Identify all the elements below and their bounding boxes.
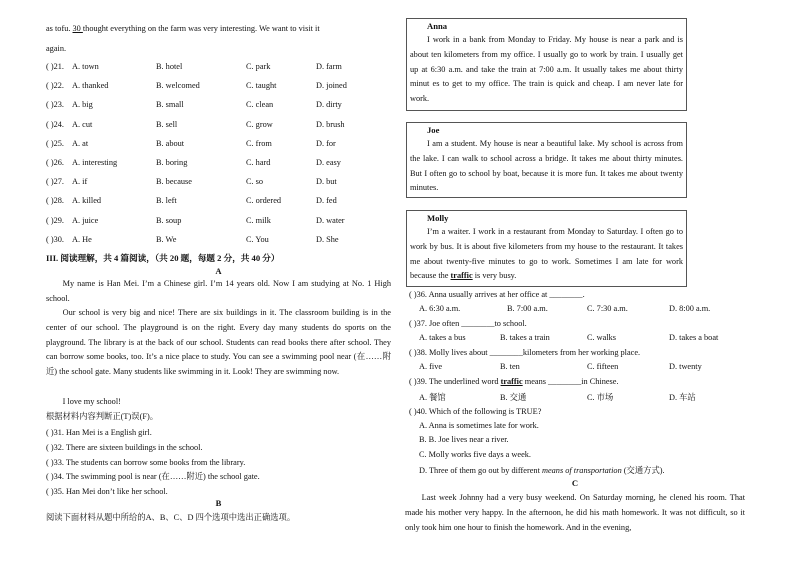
cloze-option-d: D. but xyxy=(316,177,337,187)
cloze-option-a: A. town xyxy=(72,62,99,71)
cloze-option-c: C. taught xyxy=(246,81,277,91)
passage-a-p3: I love my school! xyxy=(62,397,121,406)
profile-box-anna xyxy=(406,18,687,111)
cloze-option-a: A. interesting xyxy=(72,158,118,167)
cloze-question-number: ( )28. xyxy=(46,196,64,206)
profile-name: Anna xyxy=(427,21,448,31)
cloze-question-number: ( )29. xyxy=(46,215,64,225)
cloze-option-b: B. boring xyxy=(156,158,188,167)
tf-question-35: ( )35. Han Mei don’t like her school. xyxy=(46,487,168,496)
cloze-question-number: ( )21. xyxy=(46,62,64,71)
cloze-option-b: B. left xyxy=(156,196,177,206)
passage-a-p2: Our school is very big and nice! There are six buildings in it. The classroom building is in the center of our school. The playground is on the right. Every day many students do sports on the playground. The library is at the back of our school. Students can read books there after school. They can borrow some books, too. It’s a nice place to study. You can see a swimming pool near (在……附近) the school gate. Many students like swimming in it. Look! They are swimming now. xyxy=(46,308,391,377)
cloze-option-a: A. juice xyxy=(72,215,99,225)
passage-c-p1: Last week Johnny had a very busy weekend. On Saturday morning, he clened his room. That made his mother very happy. In the afternoon, he did his math homework. It was not difficult, so it only took him one hour to finish the homework. And in the evening, xyxy=(405,493,745,532)
passage-b-instruction: 阅读下面材料从题中所给的A、B、C、D 四个选项中选出正确选项。 xyxy=(46,513,296,522)
underlined-word-traffic: traffic xyxy=(450,271,473,281)
q40-option-c: C. Molly works five days a week. xyxy=(419,450,531,459)
cloze-blank-30: 30 xyxy=(72,24,83,33)
section-3-title: III. 阅读理解，共 4 篇阅读，（共 20 题，每题 2 分，共 40 分） xyxy=(46,253,280,263)
cloze-option-d: D. for xyxy=(316,138,336,148)
underlined-word-traffic: traffic xyxy=(500,377,523,386)
option-text: D. Three of them go out by different xyxy=(419,466,542,475)
mc-question-36: ( )36. Anna usually arrives at her office at ________. xyxy=(409,290,585,299)
cloze-tail-line1 xyxy=(46,23,320,34)
q39-option-a: A. 餐馆 xyxy=(419,393,446,402)
cloze-option-b: B. about xyxy=(156,138,185,148)
q40-option-a: A. Anna is sometimes late for work. xyxy=(419,421,539,430)
cloze-option-a: A. at xyxy=(72,138,89,148)
q36-option-d: D. 8:00 a.m. xyxy=(669,304,711,313)
cloze-tail-line2: again. xyxy=(46,44,67,53)
profile-box-joe xyxy=(406,122,687,198)
cloze-option-d: D. brush xyxy=(316,119,345,129)
passage-a-p1: My name is Han Mei. I’m a Chinese girl. I’m 14 years old. Now I am studying at No. 1 High school. xyxy=(46,279,391,303)
profile-text-part: I’m a waiter. I work in a restaurant from Monday to Saturday. I often go to work by bus. It is about five kilometers from my house to the restaurant. It takes me about twenty-five minutes to go to work. Sometimes I am late for work because the xyxy=(410,227,683,281)
cloze-option-c: C. park xyxy=(246,62,271,71)
cloze-option-c: C. so xyxy=(246,177,264,187)
passage-a-instruction: 根据材料内容判断正(T)误(F)。 xyxy=(46,412,159,421)
cloze-option-d: D. dirty xyxy=(316,100,342,110)
q38-option-c: C. fifteen xyxy=(587,362,619,371)
q36-option-c: C. 7:30 a.m. xyxy=(587,304,628,313)
tf-question-31: ( )31. Han Mei is a English girl. xyxy=(46,428,152,437)
tf-question-32: ( )32. There are sixteen buildings in the school. xyxy=(46,443,203,452)
cloze-question-number: ( )27. xyxy=(46,177,64,187)
cloze-option-a: A. cut xyxy=(72,119,93,129)
cloze-option-a: A. killed xyxy=(72,196,102,206)
profile-text: I work in a bank from Monday to Friday. My house is near a park and is about ten kilometers from my office. I usually go to work by train. I usually get up at 6:30 a.m. and take the train at 7:00 a.m. It usually takes me about thirty minut es to get to my office. The train is quick and cheap. I am never late for work. xyxy=(410,35,683,104)
cloze-text: as tofu. xyxy=(46,24,73,33)
q40-option-b: B. B. Joe lives near a river. xyxy=(419,435,509,444)
cloze-question-number: ( )25. xyxy=(46,138,64,148)
cloze-option-c: C. milk xyxy=(246,215,271,225)
cloze-text: thought everything on the farm was very interesting. We want to visit it xyxy=(82,24,320,33)
cloze-question-number: ( )24. xyxy=(46,119,64,129)
cloze-option-d: D. water xyxy=(316,215,345,225)
profile-name: Joe xyxy=(427,125,440,135)
cloze-option-d: D. easy xyxy=(316,158,341,167)
profile-text xyxy=(410,225,683,284)
q37-option-c: C. walks xyxy=(587,333,617,342)
cloze-option-c: C. grow xyxy=(246,119,273,129)
cloze-option-b: B. small xyxy=(156,100,184,110)
passage-c-label: C xyxy=(571,478,579,488)
cloze-option-b: B. welcomed xyxy=(156,81,200,91)
profile-text: I am a student. My house is near a beautiful lake. My school is across from the lake. I can walk to school across a bridge. It takes me about thirty minutes. But I often go to school by boat, because it is more fun. It takes me about twenty minutes. xyxy=(410,139,683,193)
cloze-option-c: C. from xyxy=(246,138,272,148)
cloze-option-d: D. farm xyxy=(316,62,342,71)
question-text: ( )39. The underlined word xyxy=(409,377,501,386)
q39-option-c: C. 市场 xyxy=(587,393,614,402)
cloze-option-c: C. clean xyxy=(246,100,274,110)
option-text: (交通方式). xyxy=(621,466,665,475)
cloze-option-b: B. We xyxy=(156,234,177,244)
cloze-option-d: D. She xyxy=(316,234,339,244)
mc-question-40: ( )40. Which of the following is TRUE? xyxy=(409,407,542,416)
passage-b-label: B xyxy=(215,498,222,508)
mc-question-39 xyxy=(409,376,619,387)
cloze-option-d: D. fed xyxy=(316,196,337,206)
cloze-option-d: D. joined xyxy=(316,81,347,91)
cloze-option-a: A. He xyxy=(72,234,92,244)
q37-option-d: D. takes a boat xyxy=(669,333,719,342)
cloze-option-b: B. hotel xyxy=(156,62,183,71)
q40-option-d xyxy=(419,464,665,476)
cloze-option-b: B. because xyxy=(156,177,192,187)
q38-option-a: A. five xyxy=(419,362,443,371)
q37-option-b: B. takes a train xyxy=(500,333,550,342)
mc-question-37: ( )37. Joe often ________to school. xyxy=(409,319,527,328)
cloze-option-a: A. big xyxy=(72,100,93,110)
cloze-option-a: A. if xyxy=(72,177,88,187)
q38-option-d: D. twenty xyxy=(669,362,702,371)
q38-option-b: B. ten xyxy=(500,362,520,371)
mc-question-38: ( )38. Molly lives about ________kilometers from her working place. xyxy=(409,348,641,357)
cloze-question-number: ( )26. xyxy=(46,158,64,167)
profile-text-part: is very busy. xyxy=(472,271,517,281)
cloze-option-b: B. soup xyxy=(156,215,182,225)
q36-option-a: A. 6:30 a.m. xyxy=(419,304,461,313)
q36-option-b: B. 7:00 a.m. xyxy=(507,304,548,313)
cloze-question-number: ( )30. xyxy=(46,234,64,244)
passage-a-label: A xyxy=(215,266,222,276)
option-text-italic: means of transportation xyxy=(541,466,622,475)
q37-option-a: A. takes a bus xyxy=(419,333,466,342)
cloze-option-c: C. You xyxy=(246,234,269,244)
tf-question-33: ( )33. The students can borrow some books from the library. xyxy=(46,458,246,467)
profile-name: Molly xyxy=(427,213,449,223)
tf-question-34: ( )34. The swimming pool is near (在……附近) the school gate. xyxy=(46,472,260,481)
q39-option-d: D. 车站 xyxy=(669,393,696,402)
cloze-option-a: A. thanked xyxy=(72,81,109,91)
cloze-question-number: ( )22. xyxy=(46,81,64,91)
profile-box-molly xyxy=(406,210,687,287)
question-text: means ________in Chinese. xyxy=(522,377,619,386)
cloze-option-c: C. ordered xyxy=(246,196,282,206)
cloze-option-c: C. hard xyxy=(246,158,271,167)
cloze-question-number: ( )23. xyxy=(46,100,64,110)
q39-option-b: B. 交通 xyxy=(500,393,527,402)
cloze-option-b: B. sell xyxy=(156,119,178,129)
